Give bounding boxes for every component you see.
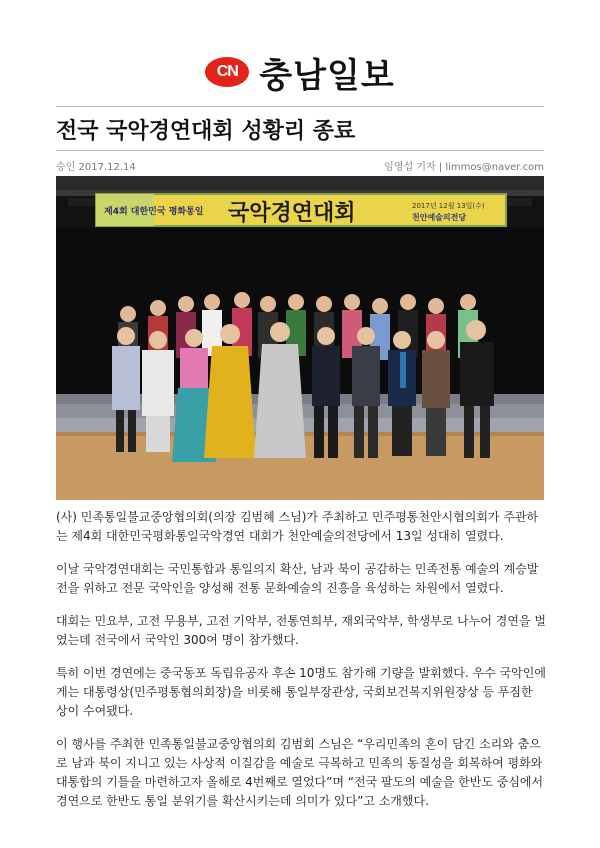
banner-date: 2017년 12월 13일(수): [412, 202, 485, 210]
group-photo-illustration: [56, 176, 544, 500]
banner-venue: 천안예술의전당: [412, 213, 467, 222]
masthead: [0, 44, 600, 100]
headline-divider: [56, 150, 544, 151]
byline[interactable]: 임영섭 기자 | limmos@naver.com: [384, 162, 544, 173]
article-body: [56, 508, 546, 825]
paragraph: 대회는 민요부, 고전 무용부, 고전 기악부, 전통연희부, 재외국악부, 학생부로 나누어 경연을 벌였는데 전국에서 국악인 300여 명이 참가했다.: [56, 614, 546, 647]
banner-prefix: 제4회 대한민국 평화통일: [104, 207, 204, 217]
brand-logo-icon: CN: [205, 57, 249, 87]
article-headline: 전국 국악경연대회 성황리 종료: [56, 119, 356, 144]
banner-title: 국악경연대회: [228, 200, 356, 226]
paragraph: 이날 국악경연대회는 국민통합과 통일의지 확산, 남과 북이 공감하는 민족전통 예술의 계승발전을 위하고 전문 국악인을 양성해 전통 문화예술의 진흥을 육성하는 차원에서 열렸다.: [56, 562, 539, 595]
paragraph: 특히 이번 경연에는 중국동포 독립유공자 후손 10명도 참가해 기량을 발휘했다. 우수 국악인에게는 대통령상(민주평통협의회장)을 비롯해 통일부장관상, 국회보건복지위원장상 등 푸짐한 상이 수여됐다.: [56, 666, 546, 718]
article-photo: [56, 176, 544, 500]
paragraph: 이 행사를 주최한 민족통일불교중앙협의회 김범회 스님은 “우리민족의 혼이 담긴 소리와 춤으로 남과 북이 지니고 있는 사상적 이질감을 예술로 극복하고 민족의 동질성을 회복하여 평화와 대통합의 기틀을 마련하고자 올해로 4번째로 열었다”며 “전국 팔도의 예술을 한반도 중심에서 경연으로 한반도 통일 분위기를 확산시키는데 의미가 있다”고 소개했다.: [56, 737, 544, 808]
paragraph: (사) 민족통일불교중앙협의회(의장 김범혜 스님)가 주최하고 민주평통천안시협의회가 주관하는 제4회 대한민국평화통일국악경연 대회가 천안예술의전당에서 13일 성대히 열렸다.: [56, 510, 539, 543]
masthead-divider: [56, 106, 544, 107]
publish-date: 승인 2017.12.14: [56, 162, 136, 173]
newspaper-logo[interactable]: 충남일보: [259, 55, 395, 96]
